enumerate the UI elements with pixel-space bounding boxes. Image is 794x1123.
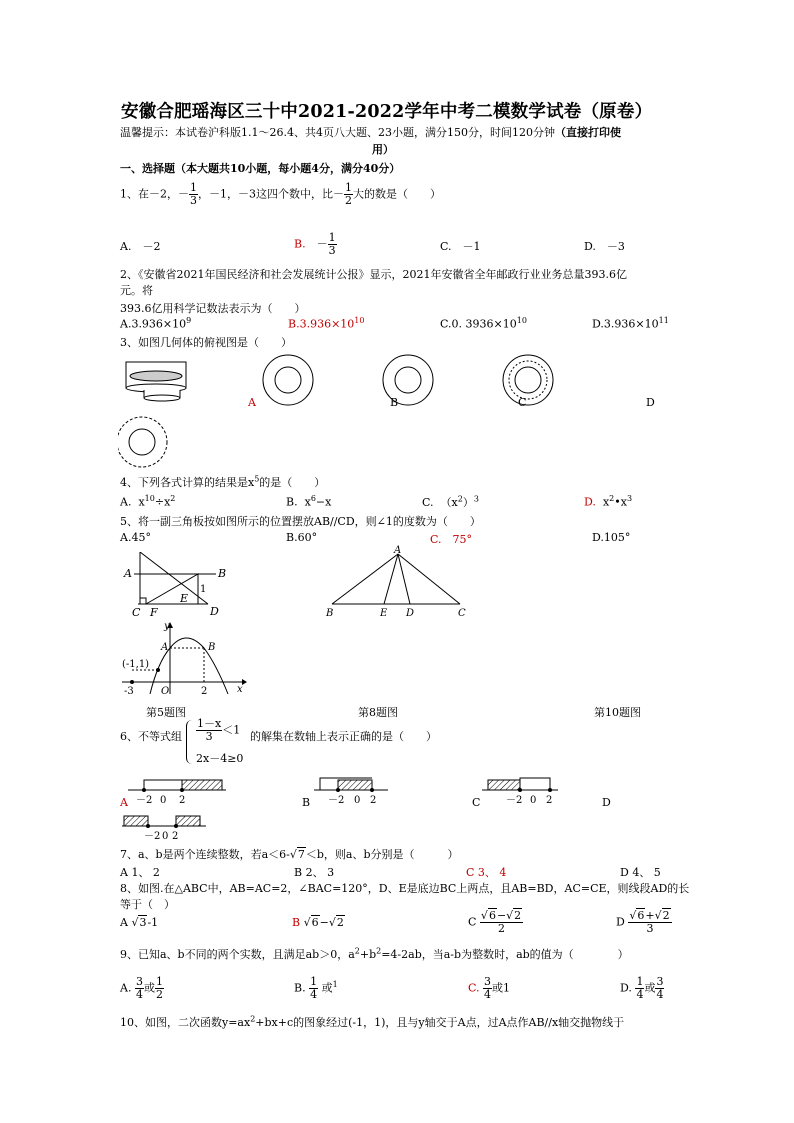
q3-option-b-figure [503,355,553,405]
q9-a-frac2 [155,976,164,1001]
q2-c-exp: 10 [516,316,527,325]
fig10-label-b: B [208,642,216,653]
q2-line1: 2、《安徽省2021年国民经济和社会发展统计公报》显示，2021年安徽省全年邮政行业业务总量393.6亿 [120,268,627,281]
q1-b-den: 3 [328,244,336,257]
q4-a-expr: x [138,495,145,509]
q2-option-a [120,316,191,331]
q8-a-tail: -1 [147,916,159,929]
q9-d-or: 或 [644,981,656,995]
q7-option-b: B 2、 3 [294,866,335,879]
q4-a-label: A. [120,495,132,509]
q4-b-label: B. [286,495,298,509]
q7-stem: 7、a、b是两个连续整数，若a＜6-√7＜b，则a、b分别是（ ） [120,848,459,861]
fig10-label-m3: -3 [124,686,134,696]
tip-bold-a: （直接打印使 [554,126,621,139]
q9-a-n2: 1 [155,975,163,988]
q8-c-mid: − [496,909,507,922]
q6-d-tick-0: 0 [162,831,169,840]
caption-fig5: 第5题图 [146,706,186,719]
q9-option-b [294,976,338,1001]
q4-text-a: 4、下列各式计算的结果是x [120,476,255,489]
q6-b-tick-0: 0 [354,795,361,806]
q1-text-a: 1、在－2， [120,187,178,201]
q5-stem: 5、将一副三角板按如图所示的位置摆放AB//CD，则∠1的度数为（ ） [120,515,481,528]
q8-d-r1: 6 [637,909,645,922]
q6-a-tick-m2: －2 [136,795,153,806]
q1-b-sign: － [316,237,328,251]
tip-line [120,124,621,140]
q7-option-c: C 3、 4 [466,866,507,879]
q10-text-b: +bx+c的图象经过(-1，1)，且与y轴交于A点，过A点作AB//x轴交抛物线于 [255,1016,625,1029]
q1-text-c: 大的数是（ ） [353,187,441,201]
q9-e1: 2 [354,946,360,956]
q4-option-c [422,494,479,510]
fig10-label-a: A [161,642,169,653]
q8-d-frac [628,910,671,935]
q2-option-c [440,316,527,331]
q2-c-text: C.0. 3936×10 [440,317,517,331]
q9-a-n1: 3 [135,975,143,988]
q4-d-label: D. [584,495,596,509]
q9-b-or: 或 [321,981,333,995]
fig5-label-c: C [132,606,141,619]
q8-c-r2: 2 [514,909,522,922]
q6-a-tick-0: 0 [160,795,167,806]
q2-d-exp: 11 [658,316,669,325]
q6-option-a: A [120,796,128,809]
q8-d-mid: + [645,909,655,922]
q8-c-r1: 6 [488,909,496,922]
q2-b-exp: 10 [354,316,365,325]
fig10-label-point: (-1,1) [122,659,150,670]
q5-option-c: C. 75° [430,533,473,546]
page-title: 安徽合肥瑶海区三十中2021-2022学年中考二模数学试卷（原卷） [121,102,653,122]
q4-c-e2: 3 [473,494,479,504]
q4-a-e2: 2 [170,494,176,503]
q9-d-n1: 1 [636,975,644,988]
q6-row1-den: 3 [205,730,213,743]
q7-option-a: A 1、 2 [120,866,160,879]
fig8-label-b: B [326,608,334,619]
q2-line2: 元。将 [120,284,153,297]
q9-option-c [468,976,510,1001]
q6-numline-c [482,778,558,806]
q8-c-frac [480,910,523,935]
figure-q8 [322,544,472,620]
q6-option-c: C [472,796,481,809]
q8-d-den: 3 [646,922,654,935]
q4-option-b [286,494,331,509]
q6-a-tick-2: 2 [179,795,186,806]
q4-stem [120,474,325,490]
q3-figures [118,352,718,482]
q8-line1: 8、如图.在△ABC中，AB=AC=2，∠BAC=120°，D、E是底边BC上两点，且AB=BD，AC=CE，则线段AD的长 [120,882,690,895]
fig8-label-e: E [380,608,388,619]
q6-b-tick-2: 2 [370,795,377,806]
q1-b-frac [328,232,337,257]
q4-option-d [584,494,632,509]
q4-c-label: C. [422,496,434,509]
q9-c-n: 3 [484,975,492,988]
q8-option-a: A √3-1 [120,916,159,929]
q7-text-a: 7、a、b是两个连续整数，若a＜6- [120,848,290,861]
q9-b-v: 1 [332,979,338,989]
q6-c-tick-m2: －2 [506,795,523,806]
q8-c-num: √6−√2 [480,909,522,922]
fig10-label-y: y [164,621,170,632]
q8-d-label: D [616,915,625,929]
fig10-label-o: O [161,686,170,696]
q8-a-rad: 3 [139,916,147,929]
q4-b-mid: −x [315,495,332,509]
q3-option-d: D [646,396,655,409]
q8-b-mid: − [319,916,329,929]
q10-e1: 2 [250,1014,256,1024]
q9-d-label: D. [620,981,632,995]
q8-option-c [468,910,523,935]
q9-d-d2: 4 [656,988,664,1001]
q6-brace [186,720,193,764]
q2-a-exp: 9 [186,316,192,325]
q1-frac2 [344,182,353,207]
q9-text-b: +b [359,948,377,961]
q6-numline-a [128,780,226,806]
q9-option-a [120,976,164,1001]
q1-frac2-num: 1 [345,181,352,194]
q4-a-e1: 10 [144,494,155,503]
q6-b-tick-m2: －2 [328,795,345,806]
q9-a-label: A. [120,981,132,995]
q7-radicand: 7 [297,848,305,861]
q4-d-mid: •x [614,495,627,509]
fig5-label-a: A [124,567,132,580]
q8-d-r2: 2 [662,909,670,922]
q9-b-n: 1 [310,975,318,988]
q6-stem-a: 6、不等式组 [120,730,182,743]
q4-exp: 5 [254,474,260,484]
q1-option-c: C. －1 [440,240,481,253]
q7-option-d: D 4、 5 [620,866,661,879]
q6-stem-b: 的解集在数轴上表示正确的是（ ） [250,730,437,743]
q9-a-frac1 [135,976,144,1001]
q9-c-d: 4 [484,988,492,1001]
q9-b-frac [309,976,318,1001]
caption-fig8: 第8题图 [358,706,398,719]
q9-c-label: C. [468,981,480,995]
q6-numline-b [314,778,388,806]
q6-d-tick-2: 2 [172,831,179,840]
fig10-label-2: 2 [201,686,208,696]
fig5-label-f: F [150,606,158,619]
q1-text-b: ，－1，－3这四个数中，比 [198,187,333,201]
q3-solid-figure [126,362,186,401]
q1-sign2: － [333,187,344,201]
q6-option-b: B [302,796,311,809]
tip-prefix: 温馨提示：本试卷沪科版1.1～26.4、共4页八大题、23小题，满分150分，时间120分钟 [120,126,555,139]
q4-c-e1: 2 [457,494,463,504]
question-1-stem [120,182,441,207]
fig5-label-d: D [210,605,219,618]
figure-q10 [118,620,248,696]
q9-c-or: 或1 [492,981,511,995]
q9-d-d1: 4 [636,988,644,1001]
q5-option-b: B.60° [286,531,318,544]
q2-option-d [592,316,669,331]
q2-option-b [288,316,364,331]
q8-option-b: B √6−√2 [292,916,344,929]
q9-a-or: 或 [143,981,155,995]
q1-option-a: A. －2 [120,240,161,253]
q1-frac2-den: 2 [345,194,352,207]
q9-option-d [620,976,664,1001]
q3-stem: 3、如图几何体的俯视图是（ ） [120,336,292,349]
q9-text-a: 9、已知a、b不同的两个实数，且满足ab＞0，a [120,948,355,961]
q5-option-a: A.45° [120,531,151,544]
q8-b-label: B [292,916,301,929]
q2-b-text: B.3.936×10 [288,317,355,331]
q4-d-e2: 3 [626,494,633,503]
q10-text-a: 10、如图，二次函数y=ax [120,1016,251,1029]
q8-a-label: A [120,916,128,929]
q3-option-a-figure [263,355,313,405]
q6-numline-d [122,816,206,840]
q1-sign1: － [178,187,189,201]
q1-option-b [294,232,337,257]
q2-a-text: A.3.936×10 [120,317,187,331]
fig10-label-x: x [237,684,243,695]
q1-b-label: B. [294,237,317,251]
q1-frac1 [189,182,198,207]
q4-b-e1: 6 [310,494,316,503]
tip-bold-b: 用） [372,143,394,156]
q9-d-frac2 [655,976,664,1001]
q3-option-d-figure [118,417,167,467]
q4-option-a [120,494,175,509]
q2-line3: 393.6亿用科学记数法表示为（ ） [120,302,306,315]
fig5-label-e: E [180,592,189,605]
q6-c-tick-2: 2 [546,795,553,806]
q9-a-d2: 2 [155,988,163,1001]
figure-q5 [118,552,238,620]
q3-option-b: B [390,396,399,409]
q6-option-d: D [602,796,611,809]
fig5-label-1: 1 [200,584,207,595]
q6-row1-rel: ＜1 [222,723,241,737]
q8-b-r2: 2 [336,916,344,929]
q6-row2: 2x－4≥0 [196,752,244,765]
q3-option-c: C [518,396,527,409]
q6-d-tick-m2: －2 [144,831,161,840]
q9-a-d1: 4 [135,988,143,1001]
q4-c-expr: （x [440,496,458,509]
fig5-label-b: B [218,567,227,580]
q7-text-b: ＜b，则a、b分别是（ ） [305,848,459,861]
q9-b-label: B. [294,981,306,995]
q9-stem [120,946,629,962]
q6-c-tick-0: 0 [530,795,537,806]
q1-b-num: 1 [328,231,336,244]
fig8-label-c: C [458,608,466,619]
q6-row1-frac [196,718,222,743]
q2-d-text: D.3.936×10 [592,317,659,331]
q9-c-frac [483,976,492,1001]
q3-option-a: A [248,396,256,409]
fig8-label-a: A [394,545,402,556]
q9-e2: 2 [376,946,382,956]
q8-c-den: 2 [498,922,506,935]
q8-b-r1: 6 [311,916,319,929]
q6-number-lines [118,770,658,840]
q8-d-num: √6+√2 [629,909,670,922]
section-heading: 一、选择题（本大题共10小题，每小题4分，满分40分） [120,162,401,175]
q6-row1 [196,718,240,743]
q4-text-b: 的是（ ） [259,476,326,489]
q6-row1-num: 1－x [197,717,222,730]
q9-d-n2: 3 [656,975,664,988]
caption-fig10: 第10题图 [594,706,641,719]
q1-frac1-num: 1 [190,181,197,194]
q1-frac1-den: 3 [190,194,197,207]
q4-c-mid: ） [462,496,474,509]
q8-line2: 等于（ ） [120,898,175,911]
q4-a-mid: ÷x [154,495,171,509]
q4-d-expr: x [602,495,610,509]
q1-option-d: D. －3 [584,240,625,253]
fig8-label-d: D [406,608,415,619]
q10-stem [120,1014,624,1030]
q5-option-d: D.105° [592,531,631,544]
q9-b-d: 4 [310,988,318,1001]
q4-b-expr: x [304,495,311,509]
q9-text-c: =4-2ab，当a-b为整数时，ab的值为（ ） [381,948,629,961]
q4-d-e1: 2 [609,494,615,503]
q8-c-label: C [468,915,477,929]
q8-option-d [616,910,672,935]
